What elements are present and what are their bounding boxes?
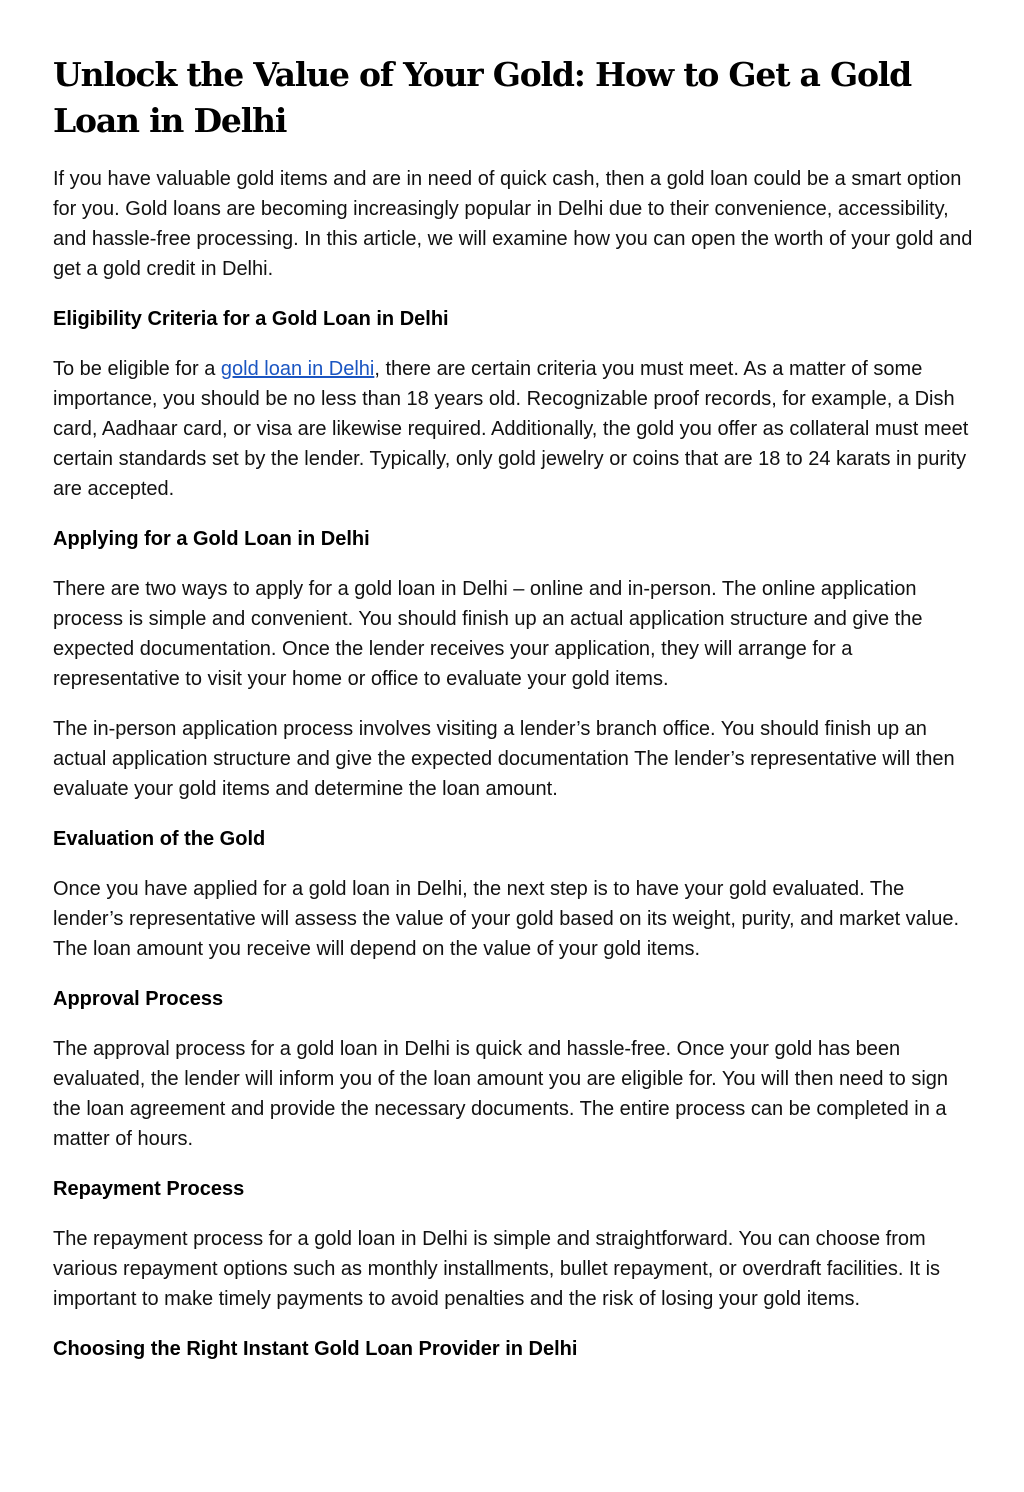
article — [53, 52, 978, 1384]
applying-paragraph-online: There are two ways to apply for a gold loan in Delhi – online and in-person. The online application process is simple and convenient. You should finish up an actual application structure and give the expected documentation. Once the lender receives your application, they will arrange for a representative to visit your home or office to evaluate your gold items. — [53, 578, 923, 690]
evaluation-heading: Evaluation of the Gold — [53, 828, 266, 850]
eligibility-heading: Eligibility Criteria for a Gold Loan in Delhi — [53, 308, 449, 330]
applying-paragraph-in-person: The in-person application process involves visiting a lender’s branch office. You should finish up an actual application structure and give the expected documentation The lender’s representative will then evaluate your gold items and determine the loan amount. — [53, 718, 955, 800]
approval-paragraph: The approval process for a gold loan in Delhi is quick and hassle-free. Once your gold has been evaluated, the lender will inform you of the loan amount you are eligible for. You will then need to sign the loan agreement and provide the necessary documents. The entire process can be completed in a matter of hours. — [53, 1038, 949, 1150]
intro-paragraph: If you have valuable gold items and are in need of quick cash, then a gold loan could be a smart option for you. Gold loans are becoming increasingly popular in Delhi due to their convenience, accessibility, and hassle-free processing. In this article, we will examine how you can open the worth of your gold and get a gold credit in Delhi. — [53, 168, 973, 280]
repayment-heading: Repayment Process — [53, 1178, 245, 1200]
eligibility-text-after-link: , there are certain criteria you must meet. As a matter of some importance, you should be no less than 18 years old. Recognizable proof records, for example, a Dish card, Aadhaar card, or visa are likewise required. Additionally, the gold you offer as collateral must meet certain standards set by the lender. Typically, only gold jewelry or coins that are 18 to 24 karats in purity are accepted. — [53, 358, 969, 500]
article-title: Unlock the Value of Your Gold: How to Get a Gold Loan in Delhi — [53, 55, 912, 140]
evaluation-paragraph: Once you have applied for a gold loan in Delhi, the next step is to have your gold evaluated. The lender’s representative will assess the value of your gold based on its weight, purity, and market value. The loan amount you receive will depend on the value of your gold items. — [53, 878, 960, 960]
eligibility-text-before-link: To be eligible for a — [53, 358, 221, 380]
gold-loan-delhi-link[interactable]: gold loan in Delhi — [220, 358, 375, 380]
repayment-paragraph: The repayment process for a gold loan in Delhi is simple and straightforward. You can choose from various repayment options such as monthly installments, bullet repayment, or overdraft facilities. It is important to make timely payments to avoid penalties and the risk of losing your gold items. — [53, 1228, 941, 1310]
applying-heading: Applying for a Gold Loan in Delhi — [53, 528, 370, 550]
choosing-provider-heading: Choosing the Right Instant Gold Loan Provider in Delhi — [53, 1338, 578, 1360]
eligibility-paragraph — [53, 354, 978, 504]
approval-heading: Approval Process — [53, 988, 224, 1010]
